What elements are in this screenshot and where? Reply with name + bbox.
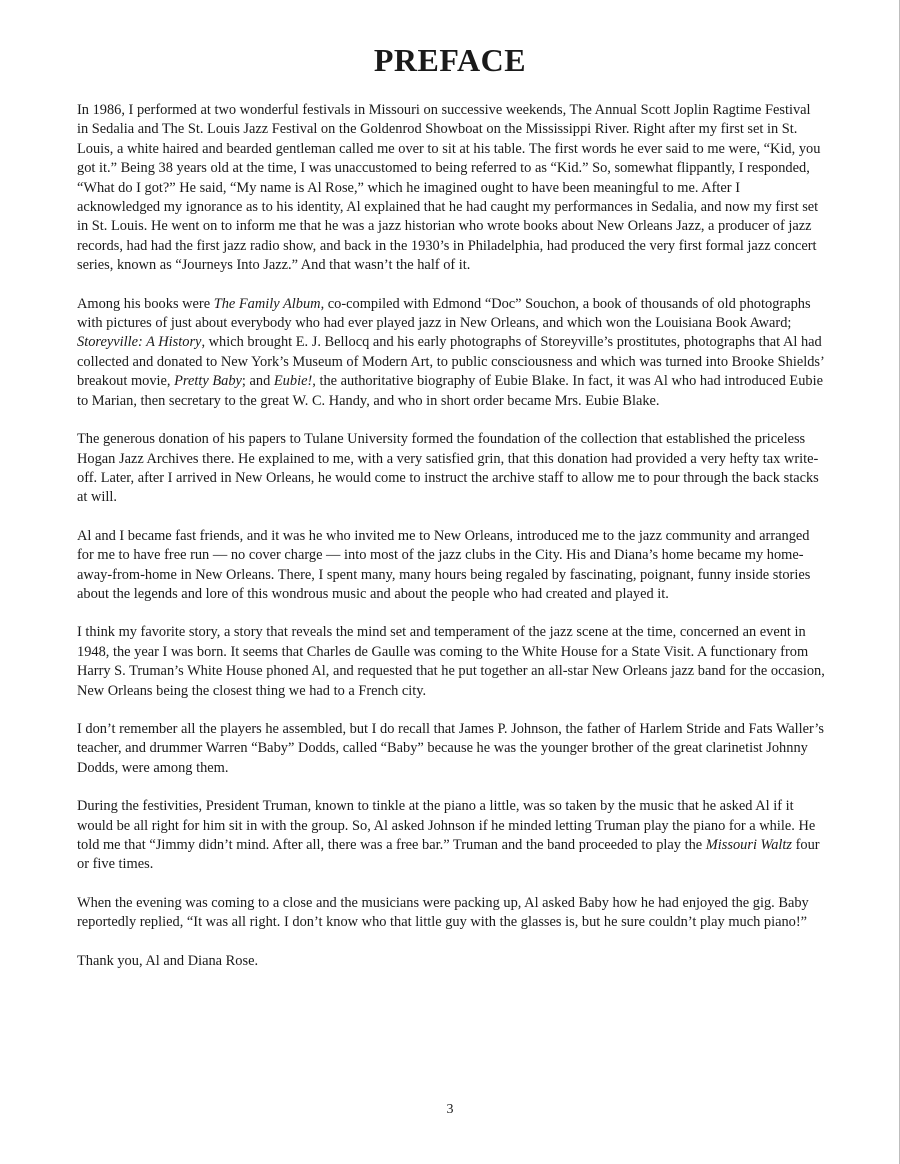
paragraph-2 [77, 295, 825, 411]
paragraph-6: I don’t remember all the players he assembled, but I do recall that James P. Johnson, the father of Harlem Stride and Fats Waller’s teacher, and drummer Warren “Baby” Dodds, called “Baby” because he was the younger brother of the great clarinetist Johnny Dodds, were among them. [77, 720, 824, 776]
movie-title-pretty-baby: Pretty Baby [174, 373, 242, 390]
paragraph-2-text-1: Among his books were [77, 295, 214, 312]
page-number: 3 [446, 1102, 454, 1117]
book-title-storeyville: Storeyville: A History [77, 334, 202, 351]
page-title: PREFACE [373, 42, 527, 78]
book-title-family-album: The Family Album [213, 295, 321, 312]
paragraph-7-text-1: During the festivities, President Truman, known to tinkle at the piano a little, was so taken by the music that he asked Al if it would be all right for him sit in with the group. So, Al asked Johnson if he minded letting Truman play the piano for a while. He told me that “Jimmy didn’t mind. After all, there was a free bar.” Truman and the band proceeded to play the [77, 798, 816, 853]
paragraph-9: Thank you, Al and Diana Rose. [77, 952, 259, 969]
paragraph-8: When the evening was coming to a close and the musicians were packing up, Al asked Baby how he had enjoyed the gig. Baby reportedly replied, “It was all right. I don’t know who that little guy with the glasses is, but he sure couldn’t play much piano!” [77, 894, 809, 931]
paragraph-2-text-4: ; and [241, 373, 274, 390]
paragraph-7-text-2: four or five times. [77, 837, 820, 873]
book-title-eubie: Eubie! [273, 373, 313, 390]
paragraph-7 [77, 797, 825, 875]
paragraph-2-text-5: , the authoritative biography of Eubie Blake. In fact, it was Al who had introduced Eubie to Marian, then secretary to the great W. C. Handy, and who in short order became Mrs. Eubie Blake. [77, 373, 823, 409]
paragraph-2-text-2: , co-compiled with Edmond “Doc” Souchon, a book of thousands of old photographs with pictures of just about everybody who had ever played jazz in New Orleans, and which won the Louisiana Book Award; [77, 295, 811, 332]
body-text [77, 101, 825, 990]
paragraph-2-text-3: , which brought E. J. Bellocq and his early photographs of Storeyville’s prostitutes, photographs that Al had collected and donated to New York’s Museum of Modern Art, to public consciousness and which was turned into Brooke Shields’ breakout movie, [77, 334, 824, 390]
song-title-missouri-waltz: Missouri Waltz [705, 837, 792, 853]
paragraph-1: In 1986, I performed at two wonderful festivals in Missouri on successive weekends, The Annual Scott Joplin Ragtime Festival in Sedalia and The St. Louis Jazz Festival on the Goldenrod Showboat on the Mississippi River. Right after my first set in St. Louis, a white haired and bearded gentleman called me over to sit at his table. The first words he ever said to me were, “Kid, you got it.” Being 38 years old at the time, I was unaccustomed to being referred to as “Kid.” So, somewhat flippantly, I responded, “What do I got?” He said, “My name is Al Rose,” which he imagined ought to have been meaningful to me. After I acknowledged my ignorance as to his identity, Al explained that he had caught my performances in Sedalia, and now my first set in St. Louis. He went on to inform me that he was a jazz historian who wrote books about New Orleans Jazz, a producer of jazz records, had had the first jazz radio show, and back in the 1930’s in Philadelphia, had produced the very first formal jazz concert series, known as “Journeys Into Jazz.” And that wasn’t the half of it. [77, 102, 821, 274]
paragraph-5: I think my favorite story, a story that reveals the mind set and temperament of the jazz scene at the time, concerned an event in 1948, the year I was born. It seems that Charles de Gaulle was coming to the White House for a State Visit. A functionary from Harry S. Truman’s White House phoned Al, and requested that he put together an all-star New Orleans jazz band for the occasion, New Orleans being the closest thing we had to a French city. [77, 624, 825, 699]
paragraph-3: The generous donation of his papers to Tulane University formed the foundation of the collection that established the priceless Hogan Jazz Archives there. He explained to me, with a very satisfied grin, that this donation had provided a very hefty tax write-off. Later, after I arrived in New Orleans, he would come to instruct the archive staff to allow me to pour through the back stacks at will. [77, 431, 819, 506]
paragraph-4: Al and I became fast friends, and it was he who invited me to New Orleans, introduced me to the jazz community and arranged for me to have free run — no cover charge — into most of the jazz clubs in the City. His and Diana’s home became my home-away-from-home in New Orleans. There, I spent many, many hours being regaled by fascinating, poignant, funny inside stories about the legends and lore of this wondrous music and about the people who had created and played it. [77, 527, 811, 602]
